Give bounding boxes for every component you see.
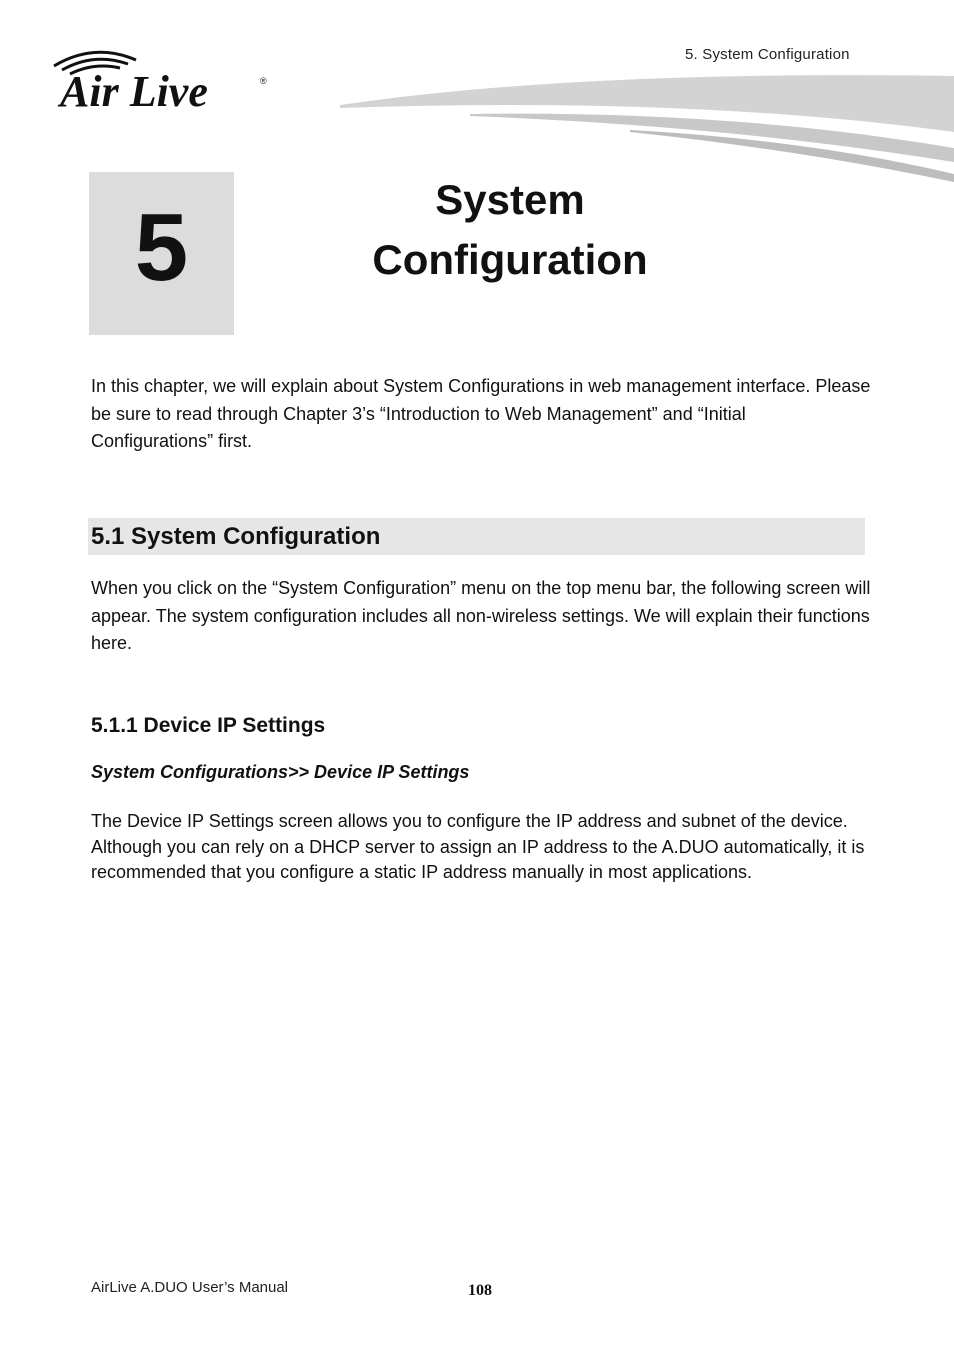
device-ip-paragraph: The Device IP Settings screen allows you to configure the IP address and subnet of the device. Although you can rely on a DHCP server to assign an IP address to the A.DUO automatically, it is recommended that you configure a static IP address manually in most applications. [91,811,865,882]
section-body-paragraph: When you click on the “System Configuration” menu on the top menu bar, the following screen will appear. The system configuration includes all non-wireless settings. We will explain their functions here. [91,578,871,653]
footer-manual-title: AirLive A.DUO User’s Manual [91,1279,289,1296]
logo-text: Air Live [60,67,208,112]
section-title: 5.1 System Configuration [91,522,381,550]
chapter-title-line2: Configuration [372,236,648,283]
chapter-number: 5 [134,193,189,301]
subsection-title: 5.1.1 Device IP Settings [91,714,326,737]
menu-path-breadcrumb: System Configurations>> Device IP Settings [91,762,470,782]
airlive-logo [46,46,274,112]
registered-mark: ® [260,76,267,86]
footer-page-number: 108 [468,1282,492,1299]
chapter-number-box [89,172,234,335]
chapter-title [340,170,680,290]
section-heading-bar [88,518,865,555]
chapter-title-line1: System [435,176,585,223]
intro-paragraph: In this chapter, we will explain about System Configurations in web management interface. Please be sure to read through Chapter 3’s “Introduction to Web Management” and “Initial Configurations” first. [91,376,871,451]
running-header: 5. System Configuration [685,46,850,63]
